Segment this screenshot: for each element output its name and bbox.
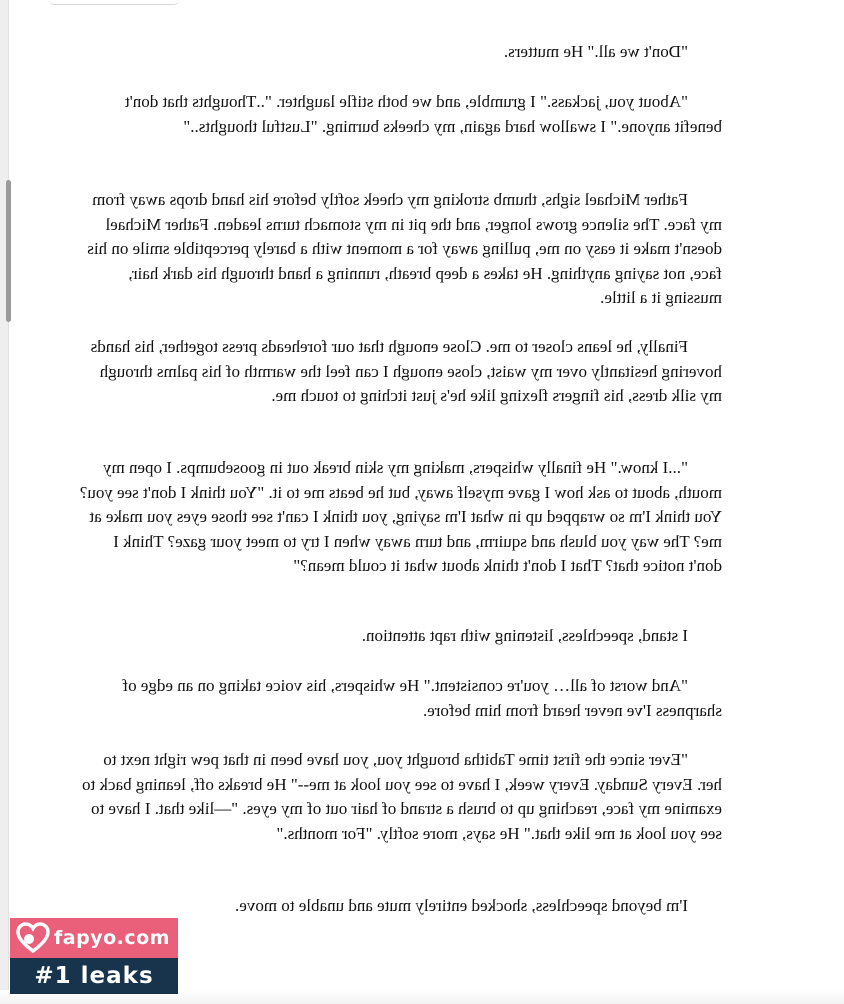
paragraph-1: "Don't we all." He mutters. <box>503 42 688 61</box>
paragraph-3: Father Michael sighs, thumb stroking my cheek softly before his hand drops away from my face. The silence grows longer, and the pit in my stomach turns leaden. Father Michael doesn't make it easy on me, pulling away for a moment with a barely perceptible smile on his face, not saying anything. He takes a deep breath, running a hand through his dark hair, mussing it a little. <box>87 190 722 307</box>
watermark-banner-top <box>10 918 178 958</box>
watermark-banner-bottom <box>10 958 178 994</box>
paragraph-7: "And worst of all… you're consistent." He whispers, his voice taking on an edge of sharpness I've never heard from him before. <box>122 676 722 720</box>
paragraph-2: "About you, jackass." I grumble, and we both stifle laughter. "..Thoughts that don't benefit anyone." I swallow hard again, my cheeks burning. "Lustful thoughts.." <box>124 92 722 136</box>
heart-logo-icon <box>16 921 50 955</box>
paragraph-9: I'm beyond speechless, shocked entirely mute and unable to move. <box>235 896 688 915</box>
paragraph-5: "...I know." He finally whispers, making my skin break out in goosebumps. I open my mouth, about to ask how I gave myself away, but he beats me to it. "You think I don't see you? You think I'm so wrapped up in what I'm saying, you think I can't see those eyes you make at me? The way you blush and squirm, and turn away when I try to meet your gaze? Think I don't notice that? That I don't think about what it could mean?" <box>79 458 722 575</box>
paragraph-6: I stand, speechless, listening with rapt attention. <box>361 626 688 645</box>
paragraph-8: "Ever since the first time Tabitha brought you, you have been in that pew right next to her. Every Sunday. Every week, I have to see you look at me--" He breaks off, leaning back to examine my face, reaching up to brush a strand of hair out of my eyes. "—like that. I have to see you look at me like that." He says, more softly. "For months." <box>82 750 722 843</box>
paragraph-4: Finally, he leans closer to me. Close enough that our foreheads press together, his hands hovering hesitantly over my waist, close enough I can feel the warmth of his palms through my silk dress, his fingers flexing like he's just itching to touch me. <box>90 337 722 405</box>
watermark-site-name: fapyo.com <box>54 927 170 949</box>
watermark-tagline: #1 leaks <box>34 963 154 989</box>
